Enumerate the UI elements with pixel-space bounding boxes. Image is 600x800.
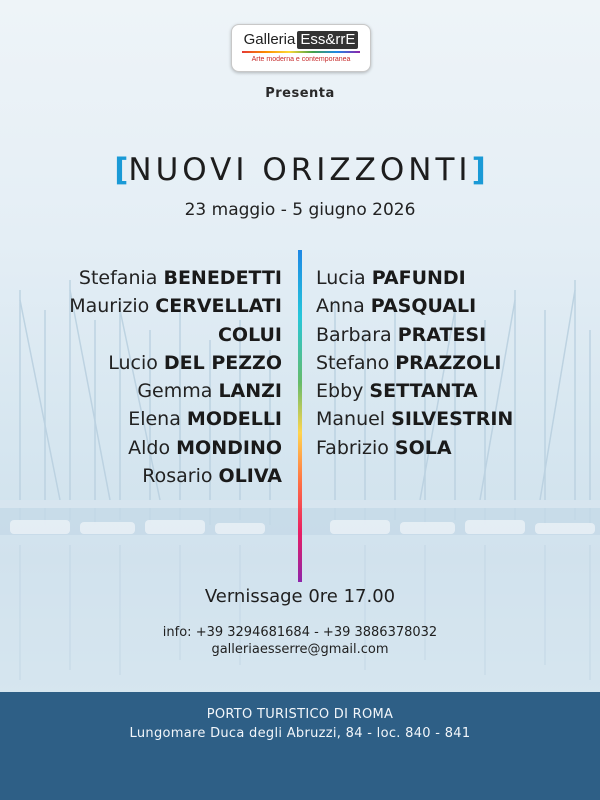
artist-name	[69, 405, 282, 433]
artist-name	[69, 462, 282, 490]
artist-name	[316, 377, 513, 405]
logo-name-part2: Ess&rrE	[297, 31, 358, 49]
artist-surname: SETTANTA	[369, 380, 478, 403]
artist-first-name: Maurizio	[69, 295, 150, 318]
artist-name	[69, 264, 282, 292]
artist-first-name: Ebby	[316, 380, 364, 403]
artist-surname: PRATESI	[397, 323, 487, 346]
artist-surname: MODELLI	[186, 408, 282, 431]
venue-address: Lungomare Duca degli Abruzzi, 84 - loc. 840 - 841	[129, 726, 471, 741]
venue-name: PORTO TURISTICO DI ROMA	[206, 707, 394, 722]
venue-footer	[0, 692, 600, 800]
artist-first-name: Rosario	[142, 465, 213, 488]
contact-phone: info: +39 3294681684 - +39 3886378032	[162, 625, 438, 640]
contact-info	[0, 624, 600, 658]
artist-name	[316, 321, 513, 349]
rainbow-divider	[298, 250, 302, 582]
artist-first-name: Anna	[316, 295, 365, 318]
artist-name	[316, 292, 513, 320]
artist-surname: PRAZZOLI	[395, 351, 502, 374]
logo-name-part1: Galleria	[243, 31, 296, 48]
artist-surname: SILVESTRIN	[391, 408, 514, 431]
artist-name	[69, 292, 282, 320]
title-text: NUOVI ORIZZONTI	[128, 152, 472, 188]
artist-name	[316, 434, 513, 462]
artist-name	[69, 321, 282, 349]
artist-surname: PASQUALI	[370, 295, 477, 318]
artists-right-column	[316, 264, 513, 462]
logo-rainbow-stripe	[242, 51, 360, 53]
artist-surname: CERVELLATI	[155, 295, 282, 318]
artist-first-name: Lucio	[108, 351, 158, 374]
artist-surname: MONDINO	[176, 436, 282, 459]
artist-name	[69, 349, 282, 377]
presenta-label: Presenta	[265, 86, 335, 101]
exhibition-title	[0, 150, 600, 190]
vernissage-time: Vernissage 0re 17.00	[204, 586, 396, 607]
logo-wordmark	[232, 31, 370, 49]
artist-name	[316, 264, 513, 292]
artist-first-name: Fabrizio	[316, 436, 389, 459]
gallery-logo	[231, 24, 371, 72]
artist-first-name: Gemma	[137, 380, 213, 403]
artist-first-name: Barbara	[316, 323, 392, 346]
artist-surname: OLIVA	[218, 465, 282, 488]
exhibition-dates: 23 maggio - 5 giugno 2026	[184, 200, 416, 220]
artist-surname: LANZI	[218, 380, 282, 403]
artist-first-name: Stefania	[78, 267, 158, 289]
artist-surname: BENEDETTI	[163, 267, 282, 289]
artist-first-name: Elena	[128, 408, 181, 431]
title-open-bracket: [	[114, 152, 129, 188]
artist-name	[316, 349, 513, 377]
artist-first-name: Manuel	[316, 408, 386, 431]
artist-first-name: Aldo	[128, 436, 171, 459]
artist-first-name: Stefano	[316, 351, 390, 374]
logo-tagline: Arte moderna e contemporanea	[251, 56, 351, 63]
artist-surname: PAFUNDI	[371, 267, 466, 289]
title-close-bracket: ]	[471, 152, 486, 188]
artist-surname: DEL PEZZO	[163, 351, 282, 374]
artist-name	[69, 377, 282, 405]
artist-name	[316, 405, 513, 433]
artist-surname: SOLA	[394, 436, 452, 459]
artists-left-column	[69, 264, 282, 490]
artist-surname: COLUI	[217, 323, 282, 346]
artist-name	[69, 434, 282, 462]
contact-email[interactable]: galleriaesserre@gmail.com	[211, 642, 389, 657]
artist-first-name: Lucia	[316, 267, 366, 289]
